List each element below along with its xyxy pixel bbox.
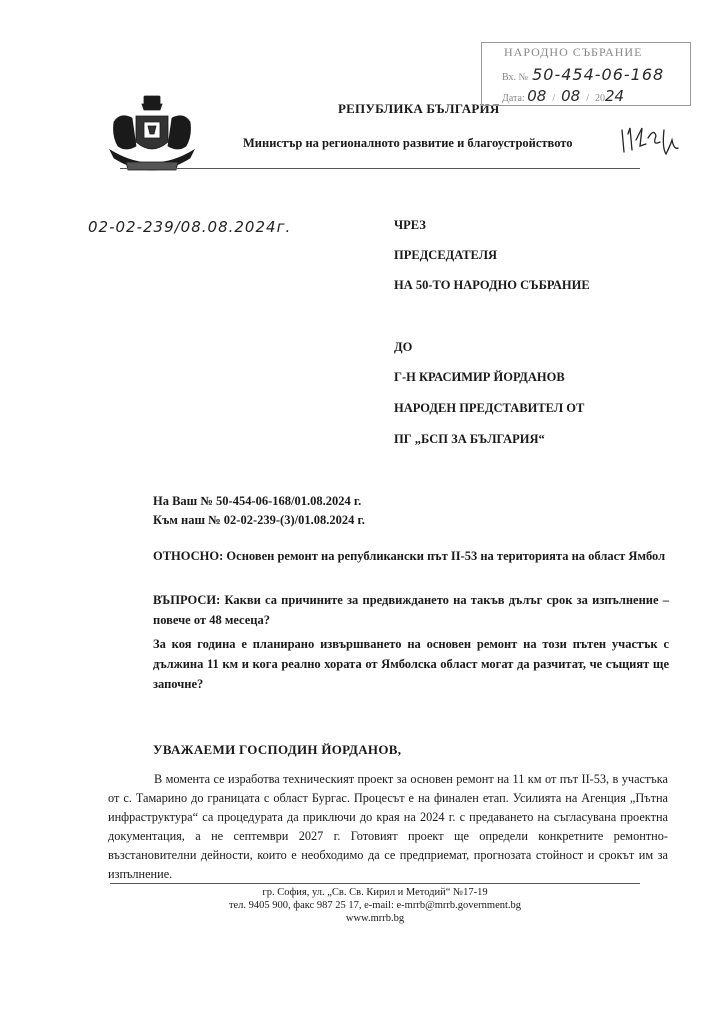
stamp-vx-label: Вх. № (502, 72, 529, 83)
addressee-assembly: НА 50-ТО НАРОДНО СЪБРАНИЕ (394, 278, 590, 292)
addressee-chair: ПРЕДСЕДАТЕЛЯ (394, 248, 498, 262)
questions-paragraph: ВЪПРОСИ: Какви са причините за предвиждането на такъв дълъг срок за изпълнение – повече от 48 месеца? (153, 593, 669, 627)
addressee-party: ПГ „БСП ЗА БЪЛГАРИЯ“ (394, 432, 545, 446)
reference-block (153, 492, 365, 530)
stamp-date-label: Дата: (502, 93, 525, 104)
stamp-vx-number: 50-454-06-168 (532, 65, 665, 84)
stamp-day: 08 (527, 87, 547, 105)
addressee-via: ЧРЕЗ (394, 218, 426, 232)
registration-stamp (481, 42, 691, 106)
greeting: УВАЖАЕМИ ГОСПОДИН ЙОРДАНОВ, (153, 742, 402, 757)
header-divider (120, 168, 640, 169)
coat-of-arms-emblem (106, 92, 198, 184)
handwritten-signature (618, 120, 682, 162)
footer-divider (110, 883, 640, 884)
footer-contacts: тел. 9405 900, факс 987 25 17, e-mail: e-mrrb@mrrb.government.bg (228, 900, 522, 911)
stamp-year-suffix: 24 (604, 87, 625, 105)
addressee-to: ДО (394, 340, 413, 354)
handwritten-outgoing-ref: 02-02-239/08.08.2024г. (88, 218, 292, 236)
stamp-date: Дата: 08 / 08 / 2024 (502, 87, 625, 105)
stamp-incoming-number (502, 65, 664, 84)
addressee-name: Г-Н КРАСИМИР ЙОРДАНОВ (394, 370, 565, 384)
footer-address: гр. София, ул. „Св. Св. Кирил и Методий“ №17-19 (262, 887, 488, 898)
body-paragraph: В момента се изработва техническият проект за основен ремонт на 11 км от път II-53, в участъка от с. Тамарино до границата с област Бургас. Процесът е на финален етап. Усилията на Агенция „Пътна инфраструктура“ са процедурата да приключи до края на 2024 г. с предаването на съгласувана проектна документация, а не септември 2027 г. Готовият проект ще определи конкретните ремонтно-възстановителни дейности, които е необходимо да се предприемат, прогнозата стойност и срокът им за изпълнение. (108, 772, 668, 881)
stamp-year-prefix: 20 (594, 93, 605, 104)
stamp-month: 08 (561, 87, 581, 105)
republic-title: РЕПУБЛИКА БЪЛГАРИЯ (338, 101, 500, 116)
addressee-role: НАРОДЕН ПРЕДСТАВИТЕЛ ОТ (394, 401, 585, 415)
our-reference: Към наш № 02-02-239-(3)/01.08.2024 г. (153, 513, 365, 527)
ministry-title: Министър на регионалното развитие и благоустройството (243, 136, 573, 150)
letter-body (108, 770, 668, 884)
subject-paragraph: ОТНОСНО: Основен ремонт на републикански път II-53 на територията на област Ямбол (153, 549, 666, 563)
question-paragraph: За коя година е планирано извършването на основен ремонт на този пътен участък с дължина 11 км и кога реално хората от Ямболска област могат да разчитат, че същият ще започне? (153, 637, 669, 691)
your-reference: На Ваш № 50-454-06-168/01.08.2024 г. (153, 494, 362, 508)
footer-website: www.mrrb.bg (345, 913, 405, 924)
stamp-title: НАРОДНО СЪБРАНИЕ (504, 45, 643, 59)
